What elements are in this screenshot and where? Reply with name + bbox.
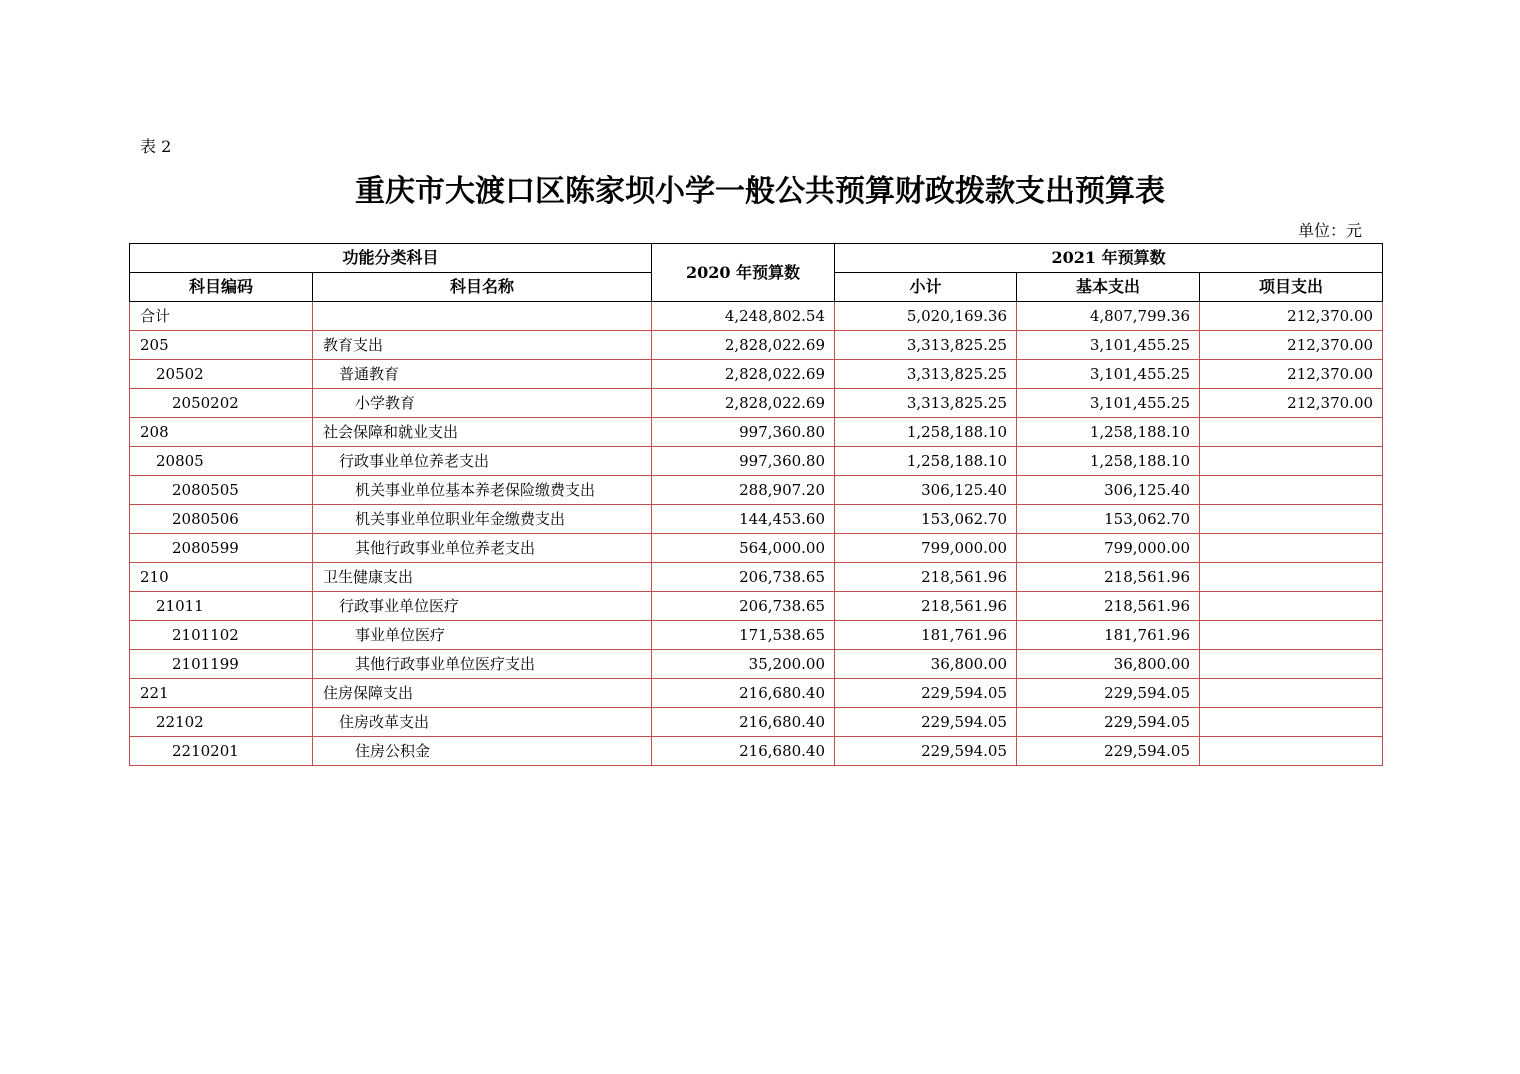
cell-code: 208	[130, 418, 313, 447]
cell-basic: 229,594.05	[1017, 679, 1200, 708]
cell-subtotal: 1,258,188.10	[835, 418, 1017, 447]
cell-project	[1200, 476, 1383, 505]
table-body	[130, 302, 1383, 766]
cell-subtotal: 3,313,825.25	[835, 331, 1017, 360]
unit-label: 单位：元	[1298, 221, 1363, 240]
table-row	[130, 737, 1383, 766]
cell-basic: 218,561.96	[1017, 563, 1200, 592]
cell-project	[1200, 447, 1383, 476]
cell-name: 普通教育	[313, 360, 652, 389]
header-basic: 基本支出	[1017, 273, 1200, 302]
budget-table	[129, 243, 1383, 766]
cell-name: 卫生健康支出	[313, 563, 652, 592]
cell-2020-budget: 35,200.00	[652, 650, 835, 679]
cell-basic: 306,125.40	[1017, 476, 1200, 505]
table-row	[130, 476, 1383, 505]
cell-basic: 181,761.96	[1017, 621, 1200, 650]
cell-basic: 218,561.96	[1017, 592, 1200, 621]
cell-2020-budget: 206,738.65	[652, 592, 835, 621]
cell-code: 2210201	[130, 737, 313, 766]
cell-subtotal: 229,594.05	[835, 679, 1017, 708]
cell-project	[1200, 418, 1383, 447]
cell-code: 2101199	[130, 650, 313, 679]
table-row	[130, 331, 1383, 360]
header-2021-group: 2021 年预算数	[835, 244, 1383, 273]
header-code: 科目编码	[130, 273, 313, 302]
cell-2020-budget: 144,453.60	[652, 505, 835, 534]
table-row	[130, 534, 1383, 563]
cell-basic: 1,258,188.10	[1017, 447, 1200, 476]
cell-subtotal: 218,561.96	[835, 592, 1017, 621]
cell-project	[1200, 708, 1383, 737]
cell-basic: 1,258,188.10	[1017, 418, 1200, 447]
cell-name	[313, 302, 652, 331]
cell-2020-budget: 997,360.80	[652, 447, 835, 476]
table-row	[130, 505, 1383, 534]
cell-project	[1200, 621, 1383, 650]
cell-2020-budget: 216,680.40	[652, 737, 835, 766]
table-label: 表 2	[140, 137, 172, 156]
table-row	[130, 302, 1383, 331]
cell-2020-budget: 171,538.65	[652, 621, 835, 650]
cell-2020-budget: 2,828,022.69	[652, 360, 835, 389]
cell-name: 住房改革支出	[313, 708, 652, 737]
cell-2020-budget: 4,248,802.54	[652, 302, 835, 331]
cell-2020-budget: 288,907.20	[652, 476, 835, 505]
cell-subtotal: 218,561.96	[835, 563, 1017, 592]
cell-basic: 3,101,455.25	[1017, 360, 1200, 389]
header-subtotal: 小计	[835, 273, 1017, 302]
cell-project	[1200, 650, 1383, 679]
cell-name: 住房保障支出	[313, 679, 652, 708]
cell-name: 机关事业单位基本养老保险缴费支出	[313, 476, 652, 505]
header-function-group: 功能分类科目	[130, 244, 652, 273]
cell-subtotal: 799,000.00	[835, 534, 1017, 563]
cell-basic: 229,594.05	[1017, 737, 1200, 766]
cell-project	[1200, 505, 1383, 534]
table-header	[130, 244, 1383, 302]
cell-code: 2080599	[130, 534, 313, 563]
header-project: 项目支出	[1200, 273, 1383, 302]
cell-project: 212,370.00	[1200, 331, 1383, 360]
cell-project	[1200, 592, 1383, 621]
cell-subtotal: 229,594.05	[835, 708, 1017, 737]
cell-subtotal: 229,594.05	[835, 737, 1017, 766]
cell-code: 2101102	[130, 621, 313, 650]
cell-code: 221	[130, 679, 313, 708]
cell-name: 行政事业单位养老支出	[313, 447, 652, 476]
cell-name: 行政事业单位医疗	[313, 592, 652, 621]
cell-code: 205	[130, 331, 313, 360]
cell-name: 教育支出	[313, 331, 652, 360]
cell-name: 小学教育	[313, 389, 652, 418]
cell-2020-budget: 206,738.65	[652, 563, 835, 592]
cell-name: 机关事业单位职业年金缴费支出	[313, 505, 652, 534]
table-row	[130, 679, 1383, 708]
table-row	[130, 447, 1383, 476]
table-row	[130, 360, 1383, 389]
cell-2020-budget: 997,360.80	[652, 418, 835, 447]
cell-code: 210	[130, 563, 313, 592]
cell-subtotal: 5,020,169.36	[835, 302, 1017, 331]
cell-project	[1200, 563, 1383, 592]
cell-2020-budget: 2,828,022.69	[652, 331, 835, 360]
cell-basic: 799,000.00	[1017, 534, 1200, 563]
cell-code: 合计	[130, 302, 313, 331]
cell-code: 2050202	[130, 389, 313, 418]
cell-subtotal: 1,258,188.10	[835, 447, 1017, 476]
cell-2020-budget: 2,828,022.69	[652, 389, 835, 418]
cell-2020-budget: 564,000.00	[652, 534, 835, 563]
cell-code: 2080506	[130, 505, 313, 534]
cell-subtotal: 153,062.70	[835, 505, 1017, 534]
header-name: 科目名称	[313, 273, 652, 302]
cell-subtotal: 3,313,825.25	[835, 389, 1017, 418]
cell-basic: 3,101,455.25	[1017, 331, 1200, 360]
cell-project	[1200, 737, 1383, 766]
cell-code: 20805	[130, 447, 313, 476]
table-row	[130, 563, 1383, 592]
table-row	[130, 621, 1383, 650]
table-row	[130, 418, 1383, 447]
cell-basic: 229,594.05	[1017, 708, 1200, 737]
cell-subtotal: 181,761.96	[835, 621, 1017, 650]
cell-basic: 153,062.70	[1017, 505, 1200, 534]
cell-code: 2080505	[130, 476, 313, 505]
table-row	[130, 592, 1383, 621]
cell-name: 其他行政事业单位养老支出	[313, 534, 652, 563]
cell-2020-budget: 216,680.40	[652, 708, 835, 737]
cell-project	[1200, 534, 1383, 563]
table-row	[130, 650, 1383, 679]
cell-subtotal: 36,800.00	[835, 650, 1017, 679]
cell-basic: 3,101,455.25	[1017, 389, 1200, 418]
cell-subtotal: 306,125.40	[835, 476, 1017, 505]
cell-2020-budget: 216,680.40	[652, 679, 835, 708]
cell-code: 21011	[130, 592, 313, 621]
cell-subtotal: 3,313,825.25	[835, 360, 1017, 389]
page-title: 重庆市大渡口区陈家坝小学一般公共预算财政拨款支出预算表	[355, 174, 1165, 209]
cell-project: 212,370.00	[1200, 302, 1383, 331]
cell-name: 社会保障和就业支出	[313, 418, 652, 447]
table-row	[130, 389, 1383, 418]
cell-project	[1200, 679, 1383, 708]
cell-code: 22102	[130, 708, 313, 737]
cell-name: 事业单位医疗	[313, 621, 652, 650]
cell-basic: 36,800.00	[1017, 650, 1200, 679]
cell-project: 212,370.00	[1200, 360, 1383, 389]
header-2020-budget: 2020 年预算数	[652, 244, 835, 302]
cell-name: 其他行政事业单位医疗支出	[313, 650, 652, 679]
table-row	[130, 708, 1383, 737]
cell-basic: 4,807,799.36	[1017, 302, 1200, 331]
cell-project: 212,370.00	[1200, 389, 1383, 418]
cell-code: 20502	[130, 360, 313, 389]
cell-name: 住房公积金	[313, 737, 652, 766]
